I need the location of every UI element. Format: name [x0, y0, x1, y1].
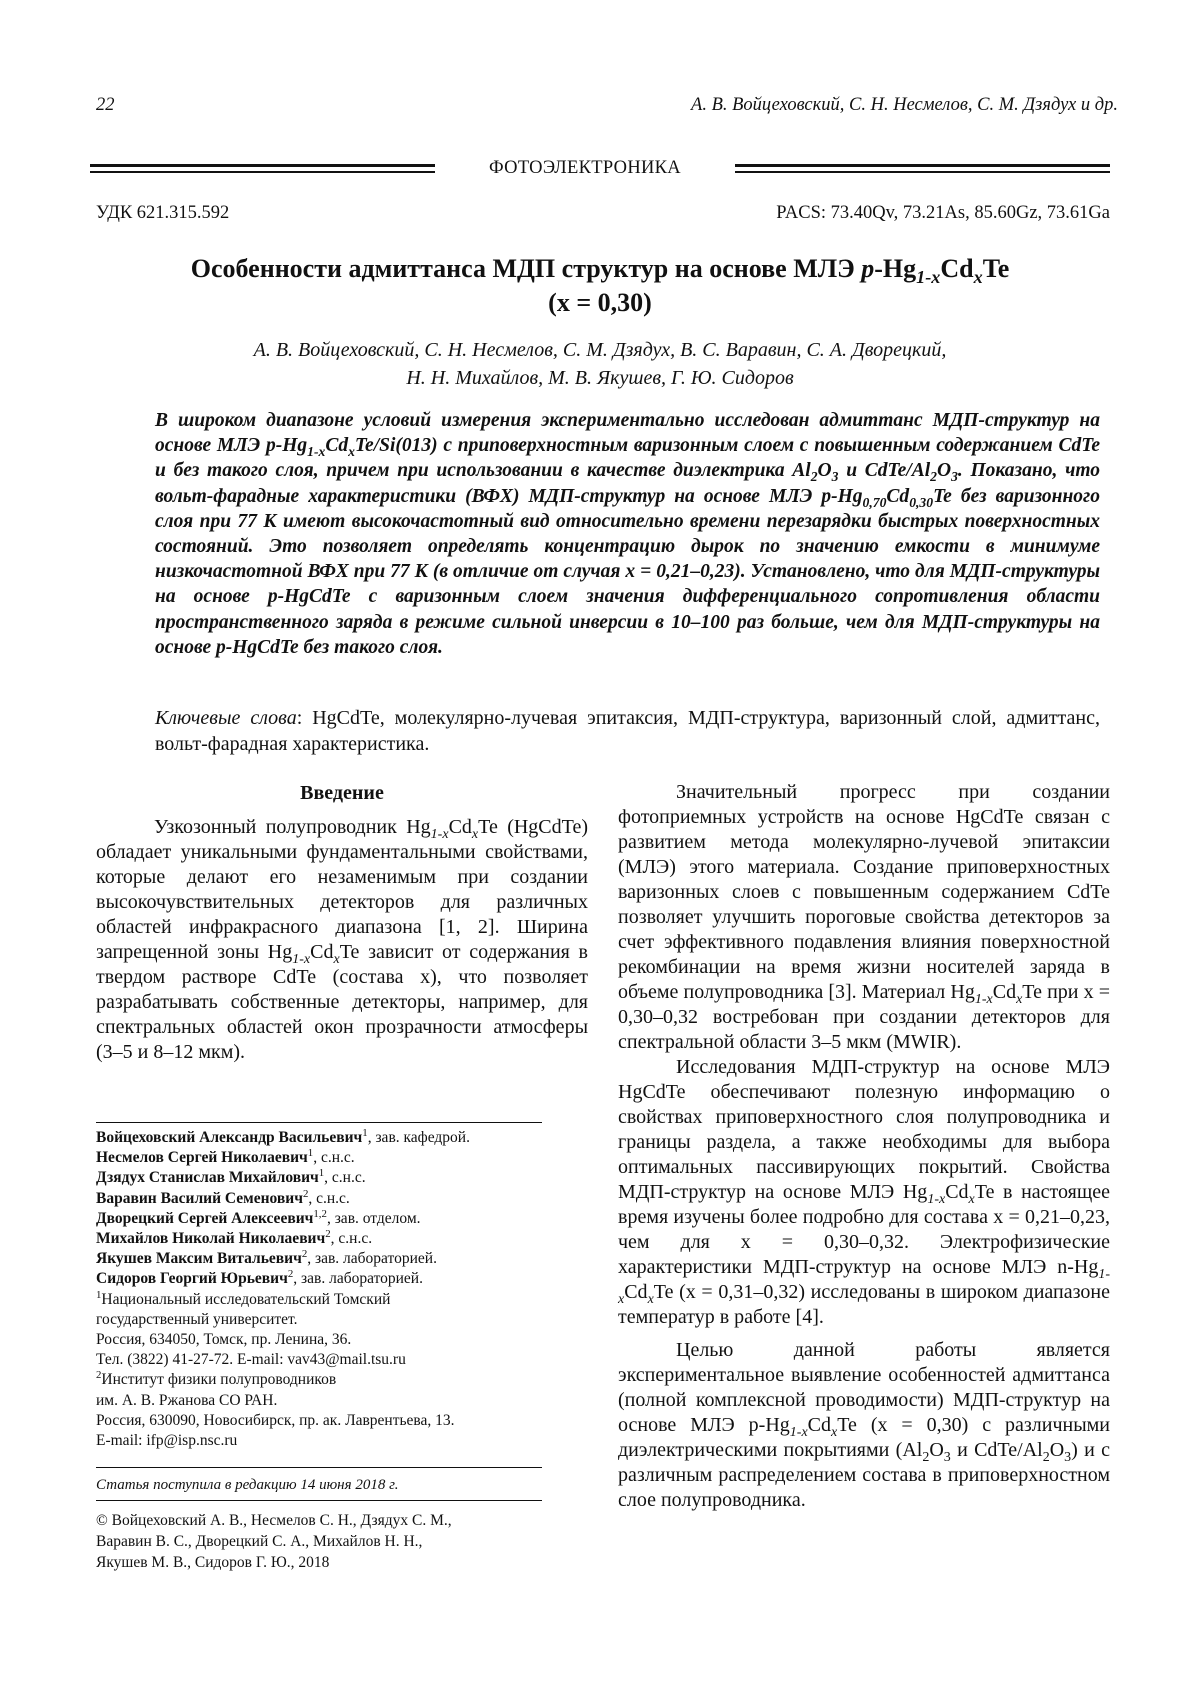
- section-rule-right: [735, 164, 1110, 173]
- section-name: ФОТОЭЛЕКТРОНИКА: [440, 158, 730, 179]
- author-info-line: Дзядух Станислав Михайлович1, с.н.с.: [96, 1168, 588, 1188]
- received-divider-bottom: [96, 1500, 542, 1501]
- title-line-2: (x = 0,30): [100, 286, 1100, 320]
- author-info-lines: [96, 1128, 588, 1290]
- section-rule-left: [90, 164, 435, 173]
- received-divider-top: [96, 1467, 542, 1468]
- intro-paragraph: Узкозонный полупроводник Hg1-xCdxTe (HgCdTe) обладает уникальными фундаментальными свойствами, которые делают его незаменимым при создании высокочувствительных детекторов для различных областей инфракрасного диапазона [1, 2]. Ширина запрещенной зоны Hg1-xCdxTe зависит от содержания в твердом растворе CdTe (состава x), что позволяет разрабатывать собственные детекторы, например, для спектральных областей окон прозрачности атмосферы (3–5 и 8–12 мкм).: [96, 815, 588, 1065]
- copyright: © Войцеховский А. В., Несмелов С. Н., Дзядух С. М., Варавин В. С., Дворецкий С. А., Михайлов Н. Н., Якушев М. В., Сидоров Г. Ю., 2018: [96, 1510, 588, 1573]
- author-info: [96, 1128, 588, 1451]
- section-heading-introduction: Введение: [96, 782, 588, 805]
- udk-code: УДК 621.315.592: [96, 203, 229, 224]
- author-list: А. В. Войцеховский, С. Н. Несмелов, С. М. Дзядух, В. С. Варавин, С. А. Дворецкий, Н. Н. Михайлов, М. В. Якушев, Г. Ю. Сидоров: [100, 336, 1100, 392]
- author-info-line: Войцеховский Александр Васильевич1, зав. кафедрой.: [96, 1128, 588, 1148]
- keywords-label: Ключевые слова: [155, 707, 297, 729]
- running-authors: А. В. Войцеховский, С. Н. Несмелов, С. М. Дзядух и др.: [691, 95, 1118, 116]
- author-info-line: Якушев Максим Витальевич2, зав. лабораторией.: [96, 1249, 588, 1269]
- journal-page: [0, 0, 1200, 1698]
- author-info-line: Несмелов Сергей Николаевич1, с.н.с.: [96, 1148, 588, 1168]
- article-title: [100, 252, 1100, 320]
- author-info-line: Михайлов Николай Николаевич2, с.н.с.: [96, 1229, 588, 1249]
- paragraph: Целью данной работы является экспериментальное выявление особенностей адмиттанса (полной комплексной проводимости) МДП-структур на основе МЛЭ p-Hg1-xCdxTe (x = 0,30) с различными диэлектрическими покрытиями (Al2O3 и CdTe/Al2O3) и с различным распределением состава в приповерхностном слое полупроводника.: [618, 1338, 1110, 1513]
- page-number: 22: [96, 95, 115, 116]
- received-date: Статья поступила в редакцию 14 июня 2018 г.: [96, 1477, 588, 1494]
- title-line-1: Особенности адмиттанса МДП структур на основе МЛЭ p-Hg1-xCdxTe: [100, 252, 1100, 286]
- abstract: В широком диапазоне условий измерения экспериментально исследован адмиттанс МДП-структур на основе МЛЭ p-Hg1-xCdxTe/Si(013) с приповерхностным варизонным слоем с повышенным содержанием CdTe и без такого слоя, причем при использовании в качестве диэлектрика Al2O3 и CdTe/Al2O3. Показано, что вольт-фарадные характеристики (ВФХ) МДП-структур на основе МЛЭ p-Hg0,70Cd0,30Te без варизонного слоя при 77 К имеют высокочастотный вид относительно времени перезарядки быстрых поверхностных состояний. Это позволяет определять концентрацию дырок по значению емкости в минимуме низкочастотной ВФХ при 77 К (в отличие от случая x = 0,21–0,23). Установлено, что для МДП-структуры на основе p-HgCdTe с варизонным слоем значения дифференциального сопротивления области пространственного заряда в режиме сильной инверсии в 10–100 раз больше, чем для МДП-структуры на основе p-HgCdTe без такого слоя.: [155, 408, 1100, 660]
- pacs-codes: PACS: 73.40Qv, 73.21As, 85.60Gz, 73.61Ga: [776, 203, 1110, 224]
- author-info-line: Варавин Василий Семенович2, с.н.с.: [96, 1189, 588, 1209]
- footnote-divider: [96, 1122, 542, 1123]
- affiliation-1: 1Национальный исследовательский Томский государственный университет. Россия, 634050, Томск, пр. Ленина, 36. Тел. (3822) 41-27-72. E-mail: vav43@mail.tsu.ru: [96, 1290, 588, 1371]
- paragraph: Значительный прогресс при создании фотоприемных устройств на основе HgCdTe связан с развитием метода молекулярно-лучевой эпитаксии (МЛЭ) этого материала. Создание приповерхностных варизонных слоев с повышенным содержанием CdTe позволяет улучшить пороговые свойства детекторов за счет эффективного подавления влияния поверхностной рекомбинации на время жизни носителей заряда в объеме полупроводника [3]. Материал Hg1-xCdxTe при x = 0,30–0,32 востребован при создании детекторов для спектральной области 3–5 мкм (MWIR).: [618, 780, 1110, 1055]
- affiliation-2: 2Институт физики полупроводников им. А. В. Ржанова СО РАН. Россия, 630090, Новосибирск, пр. ак. Лаврентьева, 13. E-mail: ifp@isp.nsc.ru: [96, 1370, 588, 1451]
- author-info-line: Дворецкий Сергей Алексеевич1,2, зав. отделом.: [96, 1209, 588, 1229]
- paragraph: Исследования МДП-структур на основе МЛЭ HgCdTe обеспечивают полезную информацию о свойствах приповерхностного слоя полупроводника и границы раздела, а также необходимы для выбора оптимальных пассивирующих покрытий. Свойства МДП-структур на основе МЛЭ Hg1-xCdxTe в настоящее время изучены более подробно для состава x = 0,21–0,23, чем для x = 0,30–0,32. Электрофизические характеристики МДП-структур на основе МЛЭ n-Hg1-xCdxTe (x = 0,31–0,32) исследованы в широком диапазоне температур в работе [4].: [618, 1055, 1110, 1330]
- author-info-line: Сидоров Георгий Юрьевич2, зав. лабораторией.: [96, 1269, 588, 1289]
- keywords: Ключевые слова: HgCdTe, молекулярно-лучевая эпитаксия, МДП-структура, варизонный слой, адмиттанс, вольт-фарадная характеристика.: [155, 705, 1100, 757]
- right-column-text: [618, 780, 1110, 1513]
